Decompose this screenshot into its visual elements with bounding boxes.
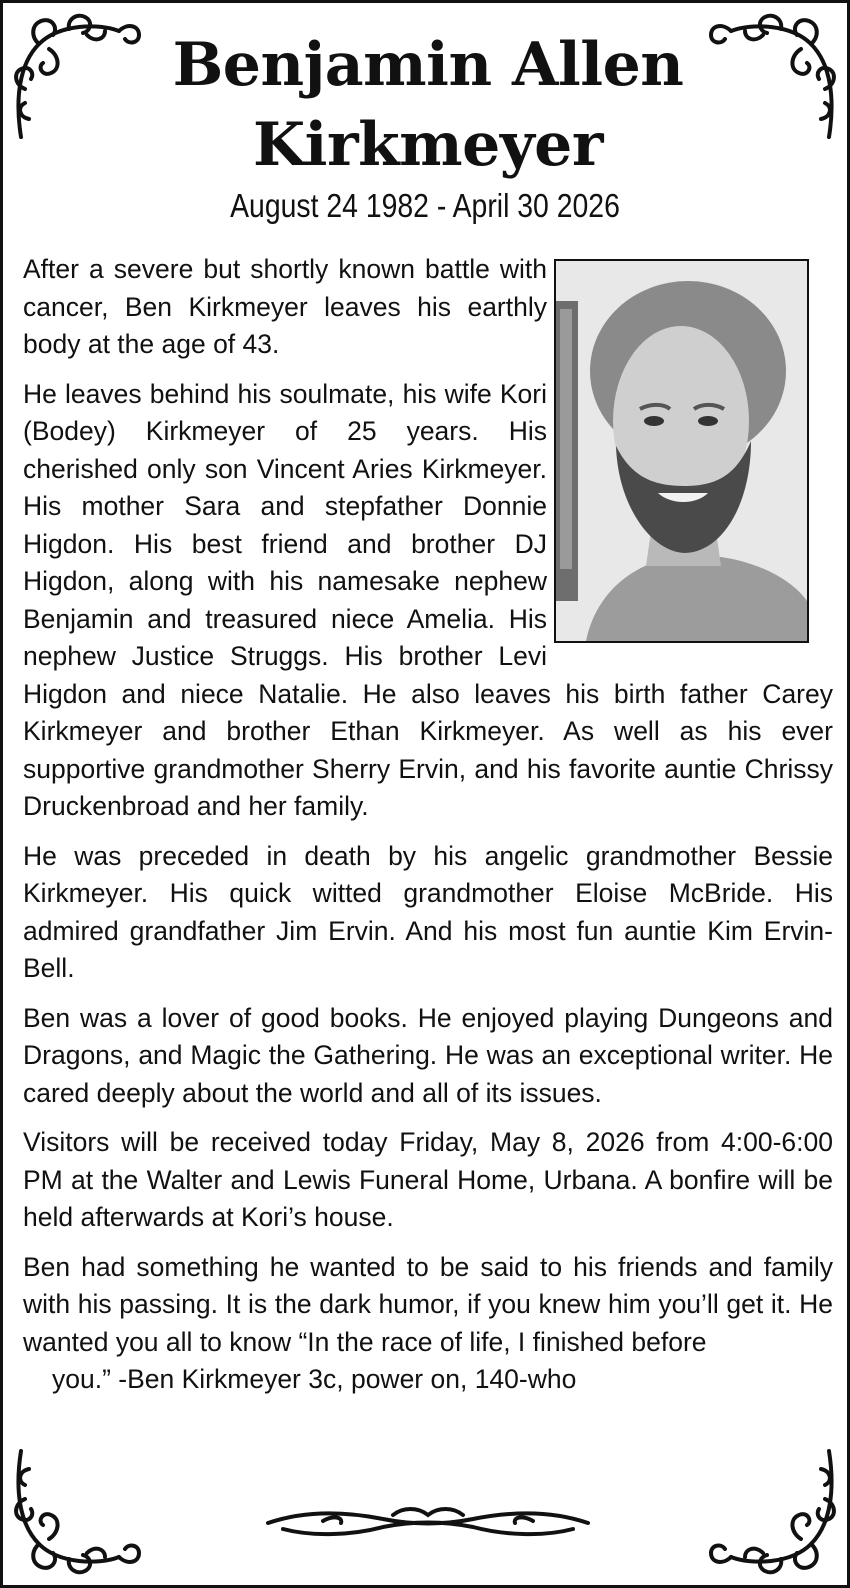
closing-text: Ben had something he wanted to be said to his friends and family with his passing. It is the dark humor, if you knew him you’ll get it. He wanted you all to know “In the race of life, I finished before xyxy=(23,1251,833,1357)
paragraph-preceded: He was preceded in death by his angelic grandmother Bessie Kirkmeyer. His quick witted grandmother Eloise McBride. His admired grandfather Jim Ervin. And his most fun auntie Kim Ervin-Bell. xyxy=(23,840,833,983)
paragraph-interests: Ben was a lover of good books. He enjoyed playing Dungeons and Dragons, and Magic the Gathering. He was an exceptional writer. He cared deeply about the world and all of its issues. xyxy=(23,1002,833,1108)
life-dates: August 24 1982 - April 30 2026 xyxy=(230,187,620,224)
corner-flourish-top-left-icon xyxy=(9,9,149,144)
paragraph-closing xyxy=(23,1249,833,1399)
corner-flourish-bottom-left-icon xyxy=(9,1444,149,1579)
name-line-1: Benjamin Allen xyxy=(172,30,684,100)
deceased-name xyxy=(153,25,703,185)
photo-text-wrap-spacer xyxy=(547,251,833,649)
corner-flourish-top-right-icon xyxy=(701,9,841,144)
bottom-ornament-icon xyxy=(263,1503,593,1543)
paragraph-survivors: He leaves behind his soulmate, his wife Kori (Bodey) Kirkmeyer of 25 years. His cherished only son Vincent Aries Kirkmeyer. His mother Sara and stepfather Donnie Higdon. His best friend and brother DJ Higdon, along with his namesake nephew Benjamin and treasured niece Amelia. His nephew Justice Struggs. His brother Levi Higdon and niece Natalie. He also leaves his birth father Carey Kirkmeyer and brother Ethan Kirkmeyer. As well as his ever supportive grandmother Sherry Ervin, and his favorite auntie Chrissy Druckenbroad and her family. xyxy=(23,378,833,821)
name-line-2: Kirkmeyer xyxy=(253,110,603,180)
obituary-text xyxy=(23,251,833,1411)
closing-quote-line: you.” -Ben Kirkmeyer 3c, power on, 140-who xyxy=(52,1364,577,1394)
paragraph-intro: After a severe but shortly known battle with cancer, Ben Kirkmeyer leaves his earthly body at the age of 43. xyxy=(23,254,547,359)
paragraph-visitation: Visitors will be received today Friday, May 8, 2026 from 4:00-6:00 PM at the Walter and Lewis Funeral Home, Urbana. A bonfire will be held afterwards at Kori’s house. xyxy=(23,1127,833,1232)
corner-flourish-bottom-right-icon xyxy=(701,1444,841,1579)
